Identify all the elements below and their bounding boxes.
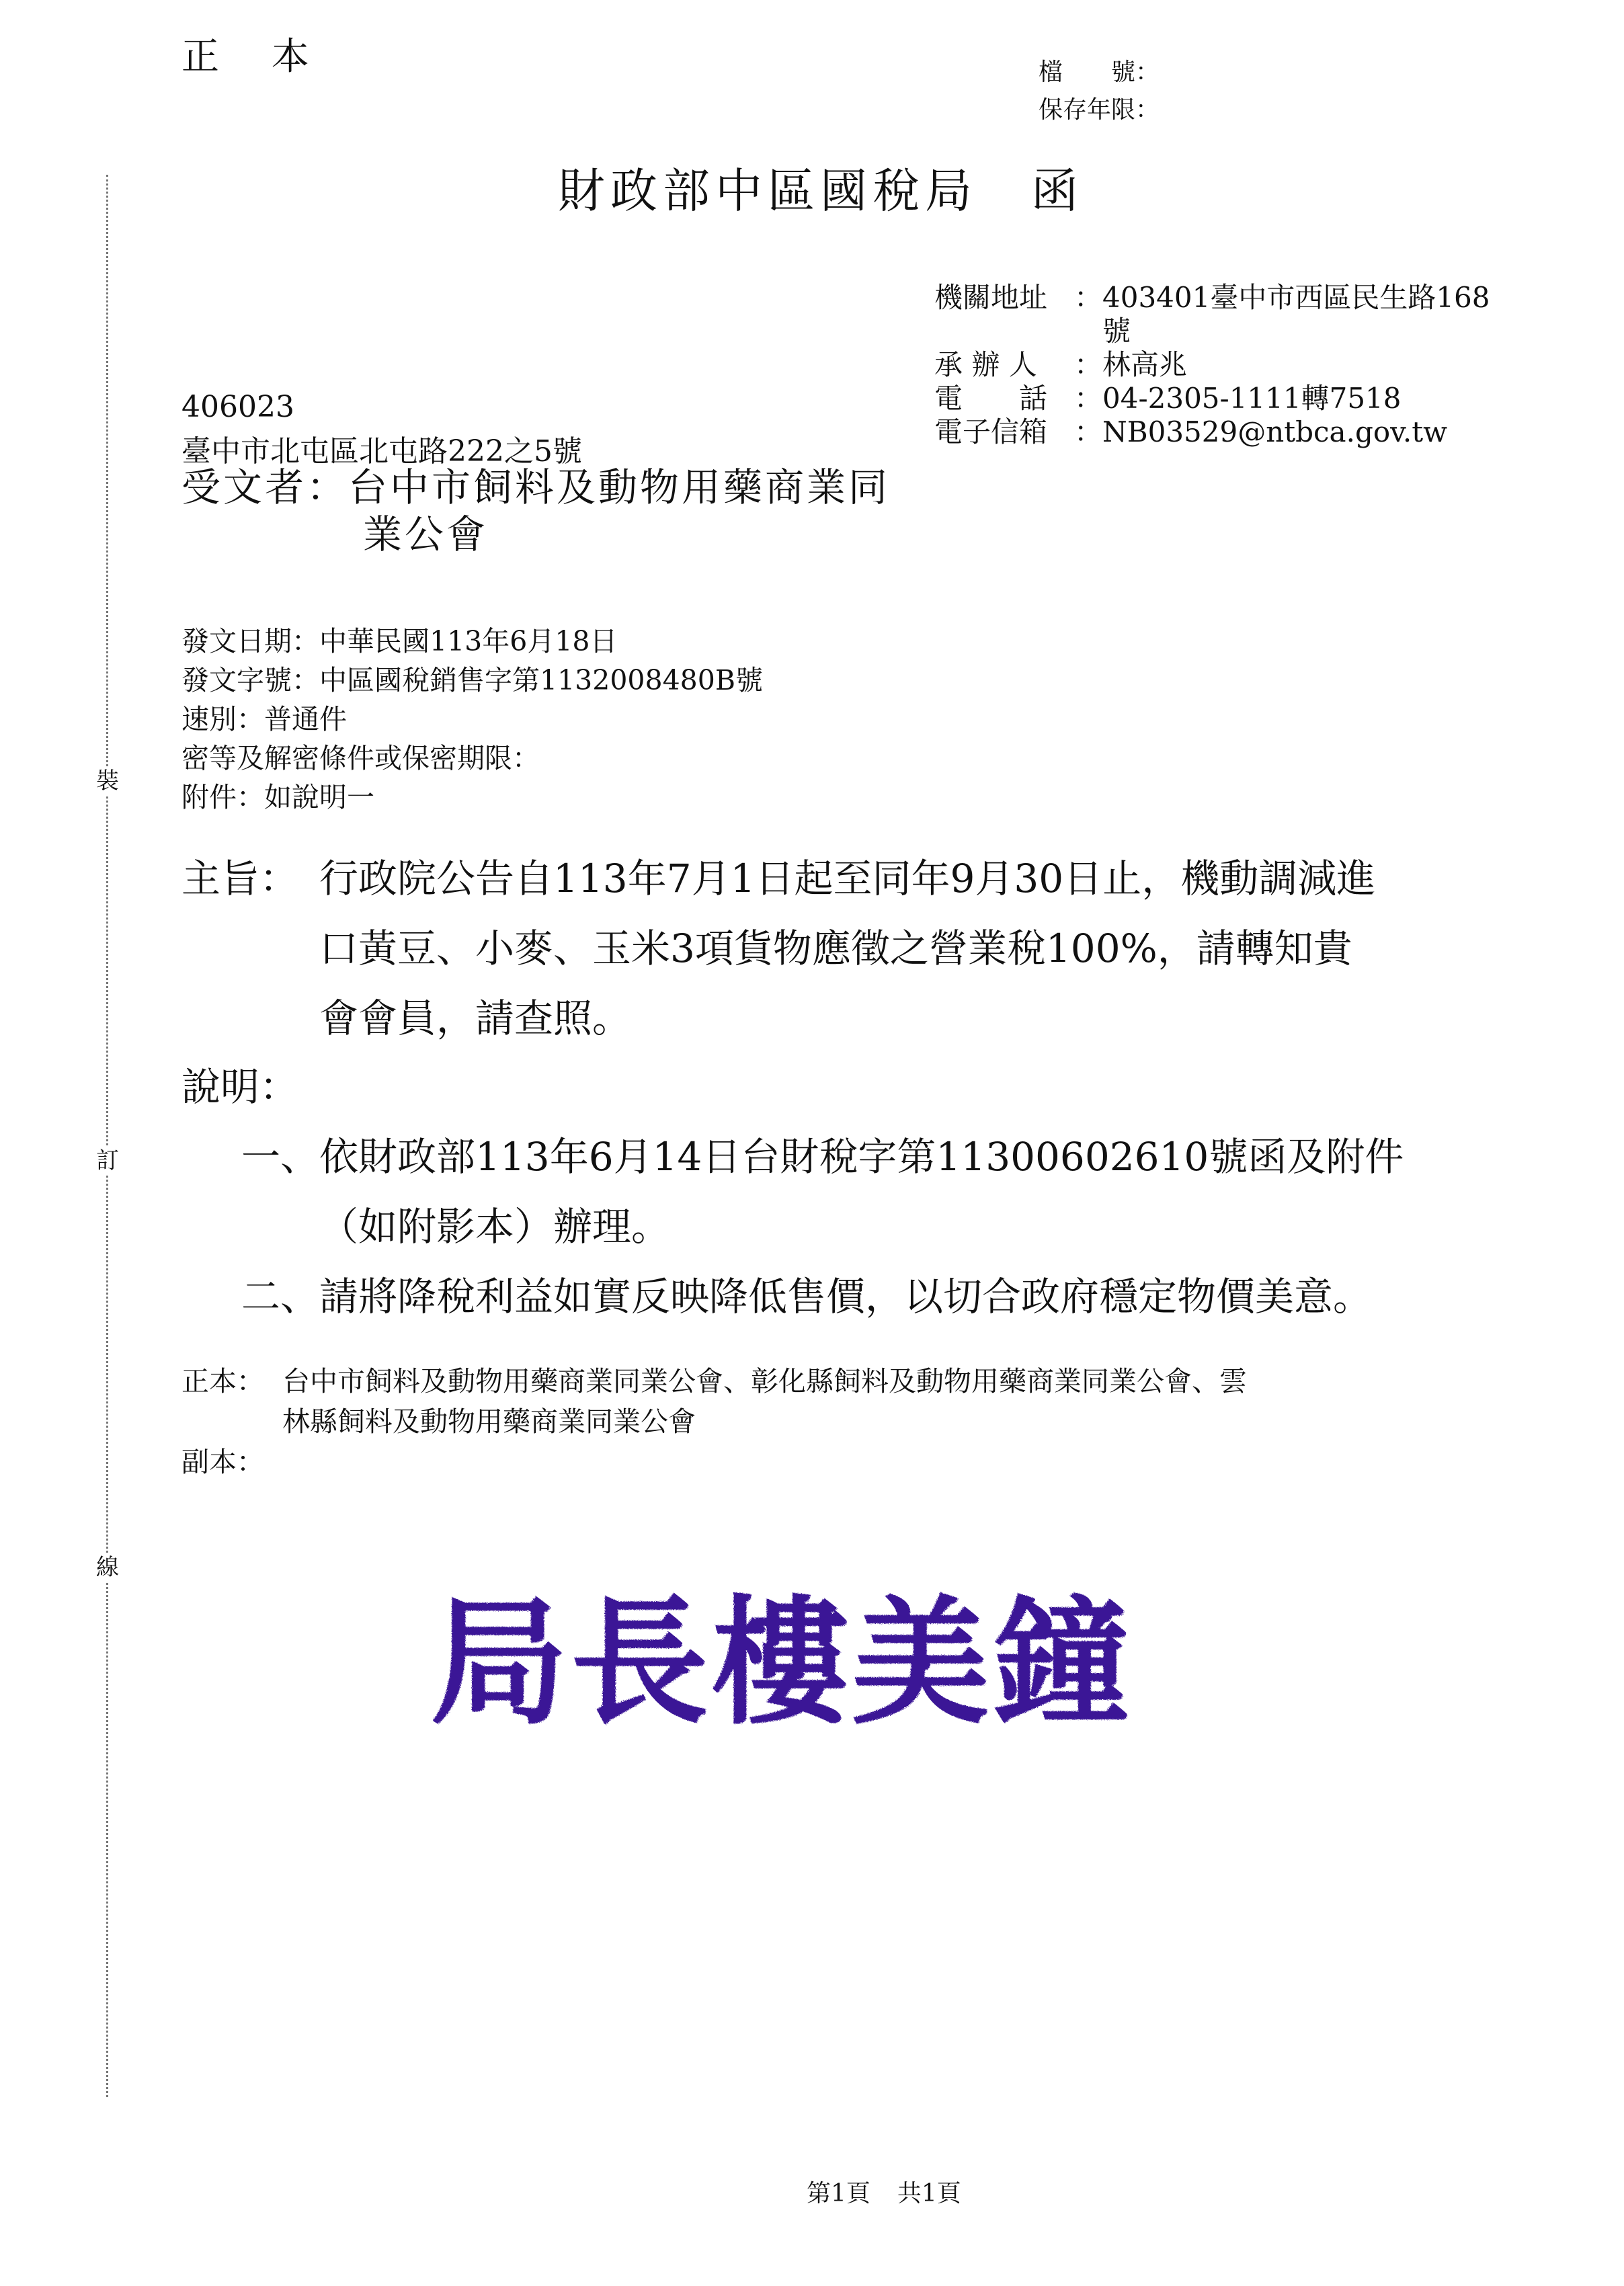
document-number: 發文字號：中區國稅銷售字第1132008480B號 [181,664,763,696]
recipient-block [181,464,890,558]
explanation-item-1 [181,1122,1404,1192]
phone-number: 04-2305-1111轉7518 [1102,382,1402,415]
signature-text: 局長樓美鐘 [430,1582,1133,1744]
file-info [1039,54,1160,129]
phone-row: 電 話 ： 04-2305-1111轉7518 [934,382,1559,415]
item1-line1: 依財政部113年6月14日台財稅字第11300602610號函及附件 [319,1134,1404,1180]
page-number [807,2174,961,2209]
binding-mark-xian: 線 [94,1553,121,1582]
copy-label: 副本： [181,1446,264,1478]
item2-number: 二、 [241,1274,319,1319]
subject-line3: 會會員，請查照。 [319,995,632,1041]
recipient-name-line2: 業公會 [363,512,489,557]
address-row: 機關地址 ： 403401臺中市西區民生路168 號 [934,281,1559,348]
document-kind: 函 [1031,163,1084,218]
handler-name: 林高兆 [1102,348,1188,381]
subject-section [181,844,1375,1053]
original-recipients-line1: 台中市飼料及動物用藥商業同業公會、彰化縣飼料及動物用藥商業同業公會、雲 [282,1365,1247,1397]
original-label: 正本： [181,1365,264,1397]
page-current: 第1頁 [807,2180,870,2207]
subject-line1: 行政院公告自113年7月1日起至同年9月30日止，機動調減進 [319,856,1376,901]
handler-label: 承 辦 人 [934,348,1037,381]
recipient-name-line1: 台中市飼料及動物用藥商業同 [348,464,891,510]
document-title [558,153,1084,221]
retention-label: 保存年限： [1039,96,1160,124]
explanation-label: 說明： [181,1064,299,1110]
recipient-postal-code: 406023 [181,390,294,424]
copy-mark: 正 本 [181,35,329,79]
agency-name: 財政部中區國稅局 [558,163,977,218]
subject-line2: 口黃豆、小麥、玉米3項貨物應徵之營業稅100%，請轉知貴 [319,926,1352,971]
email-label: 電子信箱 [934,415,1048,448]
recipient-label: 受文者： [181,464,349,510]
recipient-address: 臺中市北屯區北屯路222之5號 [181,434,582,468]
address-line1: 403401臺中市西區民生路168 [1102,281,1490,314]
document-meta [181,622,763,817]
contact-block [934,281,1559,449]
item1-number: 一、 [241,1134,319,1180]
address-label: 機關地址 [934,281,1048,314]
email-address: NB03529@ntbca.gov.tw [1102,415,1448,448]
address-line2: 號 [1102,315,1131,348]
attachment: 附件：如說明一 [181,781,374,813]
page-total: 共1頁 [897,2180,961,2207]
explanation-item-2 [181,1262,1404,1332]
secrecy-level: 密等及解密條件或保密期限： [181,742,540,774]
signature-graphic [417,1576,1176,1778]
binding-mark-zhuang: 裝 [94,766,121,796]
delivery-speed: 速別：普通件 [181,703,347,735]
binding-mark-ding: 訂 [94,1146,121,1176]
item2-line1: 請將降稅利益如實反映降低售價，以切合政府穩定物價美意。 [319,1274,1373,1319]
original-recipients-line2: 林縣飼料及動物用藥商業同業公會 [282,1405,696,1438]
file-no-label: 檔 號： [1039,58,1160,86]
handler-row: 承 辦 人 ： 林高兆 [934,348,1559,382]
issue-date: 發文日期：中華民國113年6月18日 [181,625,618,657]
subject-label: 主旨： [181,856,299,901]
director-signature-stamp [417,1576,1176,1781]
distribution-section [181,1361,1247,1482]
email-row: 電子信箱 ： NB03529@ntbca.gov.tw [934,415,1559,449]
phone-label: 電 話 [934,382,1048,415]
binding-line [106,175,108,2097]
explanation-section [181,1052,1404,1332]
item1-line2: （如附影本）辦理。 [319,1204,671,1250]
